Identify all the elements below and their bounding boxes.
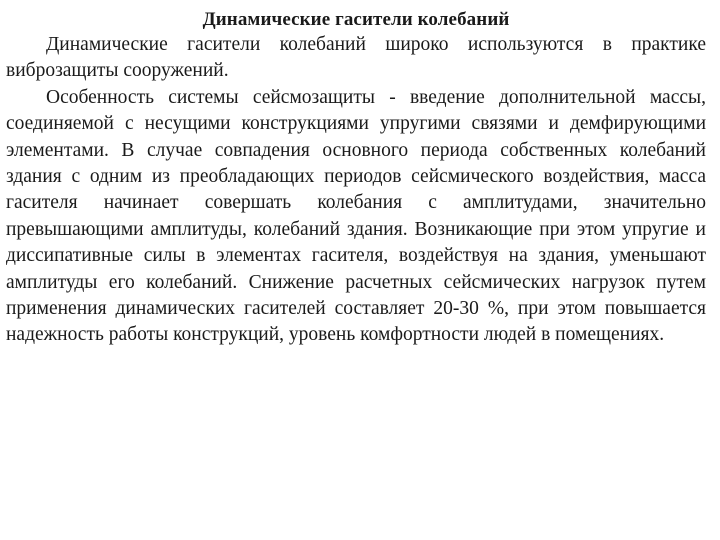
paragraph-body: Особенность системы сейсмозащиты - введение дополнительной массы, соединяемой с несущими конструкциями упругими связями и демфирующими элементами. В случае совпадения основного периода собственных колебаний здания с одним из преобладающих периодов сейсмического воздействия, масса гасителя начинает совершать колебания с амплитудами, значительно превышающими амплитуды, колебаний здания. Возникающие при этом упругие и диссипативные силы в элементах гасителя, воздействуя на здания, уменьшают амплитуды его колебаний. Снижение расчетных сейсмических нагрузок путем применения динамических гасителей составляет 20-30 %, при этом повышается надежность работы конструкций, уровень комфортности людей в помещениях.: [6, 86, 706, 346]
paragraph-intro: Динамические гасители колебаний широко используются в практике виброзащиты сооружений.: [6, 34, 706, 82]
document-title: Динамические гасители колебаний: [202, 9, 510, 30]
document-page: [6, 8, 706, 349]
